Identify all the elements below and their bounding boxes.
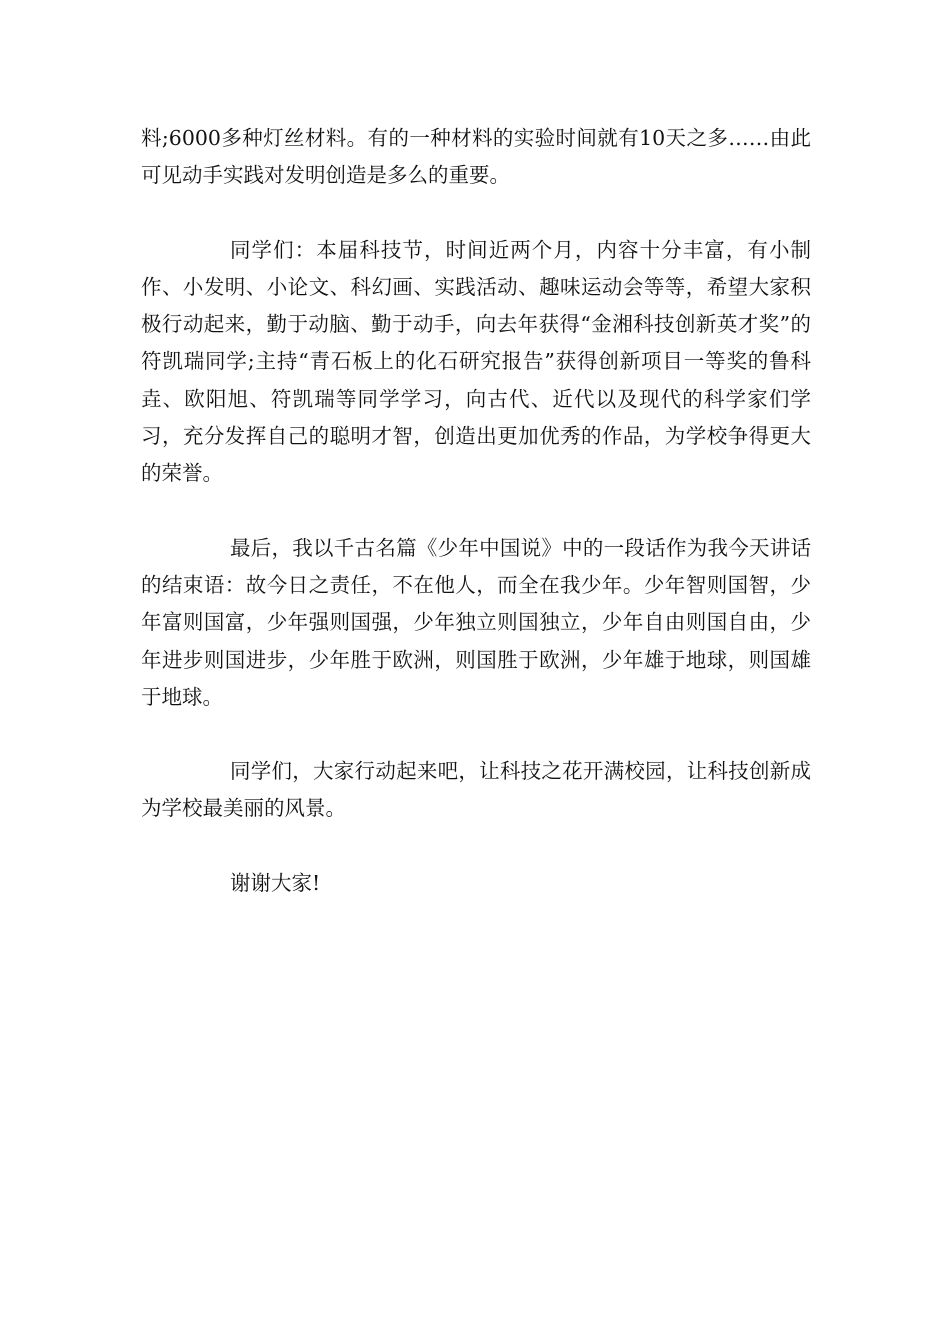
paragraph-closing-quote: 最后，我以千古名篇《少年中国说》中的一段话作为我今天讲话的结束语：故今日之责任，不在他人，而全在我少年。少年智则国智，少年富则国富，少年强则国强，少年独立则国独立，少年自由则国自由，少年进步则国进步，少年胜于欧洲，则国胜于欧洲，少年雄于地球，则国雄于地球。 — [141, 535, 811, 709]
document-page — [141, 120, 811, 902]
paragraph-thanks: 谢谢大家! — [230, 870, 321, 895]
paragraph-call-to-action: 同学们，大家行动起来吧，让科技之花开满校园，让科技创新成为学校最美丽的风景。 — [141, 759, 811, 821]
paragraph-continued-text: 料;6000多种灯丝材料。有的一种材料的实验时间就有10天之多……由此可见动手实践对发明创造是多么的重要。 — [141, 126, 811, 188]
paragraph-tech-festival: 同学们：本届科技节，时间近两个月，内容十分丰富，有小制作、小发明、小论文、科幻画、实践活动、趣味运动会等等，希望大家积极行动起来，勤于动脑、勤于动手，向去年获得“金湘科技创新英才奖”的符凯瑞同学;主持“青石板上的化石研究报告”获得创新项目一等奖的鲁科垚、欧阳旭、符凯瑞等同学学习，向古代、近代以及现代的科学家们学习，充分发挥自己的聪明才智，创造出更加优秀的作品，为学校争得更大的荣誉。 — [141, 237, 811, 486]
